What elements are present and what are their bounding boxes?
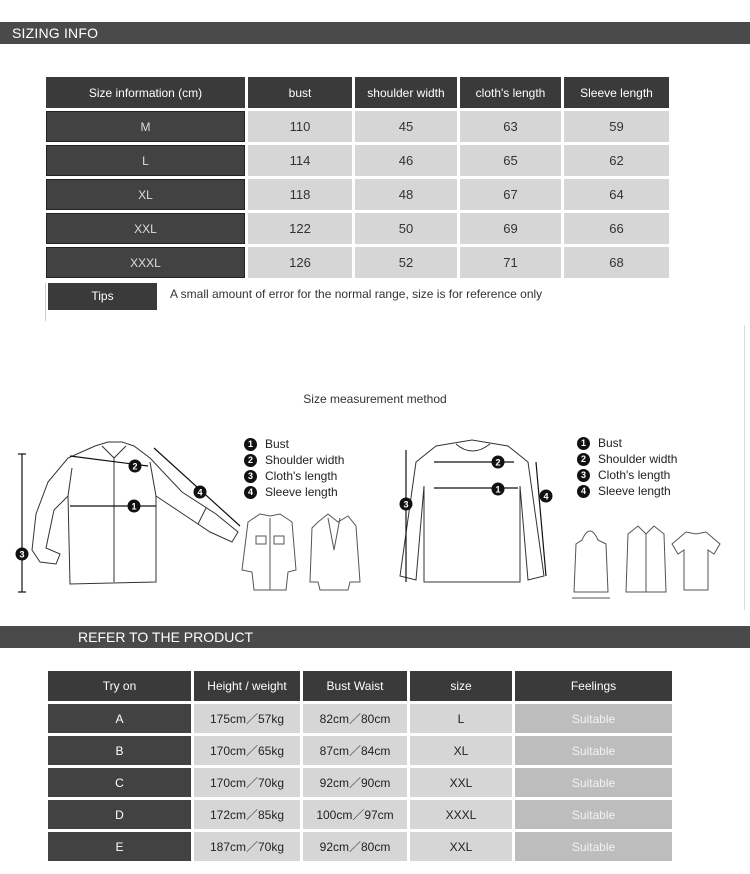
sleeve-value: 64 (564, 179, 669, 210)
sizing-info-title: SIZING INFO (12, 25, 99, 41)
svg-text:3: 3 (403, 499, 409, 510)
try-on-label: D (48, 800, 191, 829)
header-try-on: Try on (48, 671, 191, 701)
length-value: 71 (460, 247, 561, 278)
legend-item: 4 Sleeve length (244, 484, 344, 500)
divider (744, 325, 745, 610)
table-row (46, 213, 669, 244)
sleeve-value: 62 (564, 145, 669, 176)
bust-value: 122 (248, 213, 352, 244)
bust-waist-value: 92cm／90cm (303, 768, 407, 797)
feelings-value: Suitable (515, 832, 672, 861)
refer-product-header (0, 626, 750, 648)
marker-2-icon: 2 (244, 454, 257, 467)
feelings-value: Suitable (515, 768, 672, 797)
svg-text:4: 4 (197, 487, 203, 498)
legend-item: 2 Shoulder width (244, 452, 344, 468)
tips-text: A small amount of error for the normal range, size is for reference only (170, 287, 543, 301)
legend-item: 1 Bust (577, 435, 677, 451)
bust-value: 110 (248, 111, 352, 142)
marker-4-icon: 4 (244, 486, 257, 499)
shoulder-value: 46 (355, 145, 457, 176)
table-row (48, 704, 672, 733)
marker-3-icon: 3 (577, 469, 590, 482)
table-row (48, 800, 672, 829)
try-on-label: E (48, 832, 191, 861)
legend-item: 3 Cloth's length (244, 468, 344, 484)
marker-3-icon: 3 (244, 470, 257, 483)
sleeve-value: 59 (564, 111, 669, 142)
height-weight-value: 170cm／70kg (194, 768, 300, 797)
marker-1-icon: 1 (577, 437, 590, 450)
svg-text:4: 4 (543, 491, 549, 502)
feelings-value: Suitable (515, 704, 672, 733)
shoulder-value: 52 (355, 247, 457, 278)
bust-value: 126 (248, 247, 352, 278)
length-value: 63 (460, 111, 561, 142)
sizing-info-header (0, 22, 750, 44)
bust-waist-value: 92cm／80cm (303, 832, 407, 861)
header-bust: bust (248, 77, 352, 108)
length-value: 67 (460, 179, 561, 210)
bust-waist-value: 82cm／80cm (303, 704, 407, 733)
shoulder-value: 45 (355, 111, 457, 142)
header-feelings: Feelings (515, 671, 672, 701)
header-height-weight: Height / weight (194, 671, 300, 701)
height-weight-value: 175cm／57kg (194, 704, 300, 733)
marker-2-icon: 2 (577, 453, 590, 466)
sleeve-value: 66 (564, 213, 669, 244)
header-size-info: Size information (cm) (46, 77, 245, 108)
header-sleeve-length: Sleeve length (564, 77, 669, 108)
feelings-value: Suitable (515, 736, 672, 765)
size-label: XXL (46, 213, 245, 244)
svg-text:1: 1 (131, 501, 137, 512)
size-label: L (46, 145, 245, 176)
size-value: XXXL (410, 800, 512, 829)
marker-4-icon: 4 (577, 485, 590, 498)
header-shoulder-width: shoulder width (355, 77, 457, 108)
height-weight-value: 170cm／65kg (194, 736, 300, 765)
hoodie-cardigan-tee-sketches-icon (568, 520, 738, 604)
height-weight-value: 187cm／70kg (194, 832, 300, 861)
legend-item: 1 Bust (244, 436, 344, 452)
svg-text:2: 2 (495, 457, 501, 468)
legend-item: 2 Shoulder width (577, 451, 677, 467)
bust-waist-value: 100cm／97cm (303, 800, 407, 829)
feelings-value: Suitable (515, 800, 672, 829)
tips-label: Tips (48, 283, 157, 310)
sweater-measurement-illustration (396, 436, 556, 592)
legend-shirt (244, 436, 344, 500)
refer-table-header (48, 671, 672, 701)
bust-value: 118 (248, 179, 352, 210)
size-table-header (46, 77, 669, 108)
legend-sweater (577, 435, 677, 499)
shoulder-value: 48 (355, 179, 457, 210)
bust-waist-value: 87cm／84cm (303, 736, 407, 765)
table-row (48, 768, 672, 797)
legend-item: 4 Sleeve length (577, 483, 677, 499)
length-value: 65 (460, 145, 561, 176)
length-value: 69 (460, 213, 561, 244)
table-row (46, 247, 669, 278)
bust-value: 114 (248, 145, 352, 176)
table-row (46, 111, 669, 142)
size-value: XXL (410, 832, 512, 861)
size-label: M (46, 111, 245, 142)
sleeve-value: 68 (564, 247, 669, 278)
tips-divider (45, 283, 46, 321)
table-row (46, 145, 669, 176)
size-label: XXXL (46, 247, 245, 278)
size-value: XXL (410, 768, 512, 797)
try-on-label: C (48, 768, 191, 797)
try-on-label: A (48, 704, 191, 733)
table-row (46, 179, 669, 210)
svg-text:3: 3 (19, 549, 25, 560)
size-value: XL (410, 736, 512, 765)
table-row (48, 832, 672, 861)
svg-text:1: 1 (495, 484, 501, 495)
marker-1-icon: 1 (244, 438, 257, 451)
size-label: XL (46, 179, 245, 210)
shirt-measurement-illustration (10, 432, 245, 600)
header-size: size (410, 671, 512, 701)
jacket-sketches-icon (234, 510, 364, 595)
header-cloths-length: cloth's length (460, 77, 561, 108)
header-bust-waist: Bust Waist (303, 671, 407, 701)
size-value: L (410, 704, 512, 733)
measurement-method-title: Size measurement method (303, 392, 447, 406)
legend-item: 3 Cloth's length (577, 467, 677, 483)
refer-product-title: REFER TO THE PRODUCT (78, 629, 254, 645)
refer-table (45, 668, 675, 864)
height-weight-value: 172cm／85kg (194, 800, 300, 829)
svg-text:2: 2 (132, 461, 138, 472)
try-on-label: B (48, 736, 191, 765)
table-row (48, 736, 672, 765)
size-table (43, 74, 672, 281)
shoulder-value: 50 (355, 213, 457, 244)
